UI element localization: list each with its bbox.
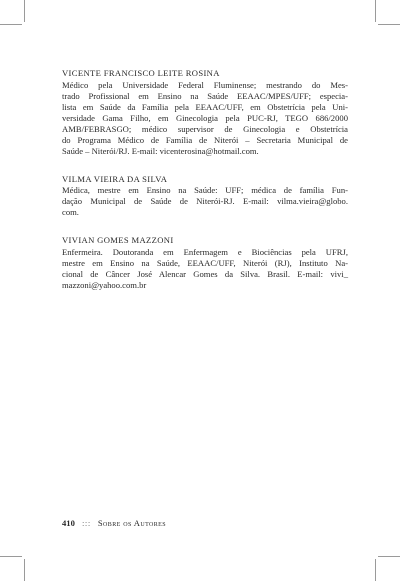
page-number: 410 [62,518,75,528]
author-name: VIVIAN GOMES MAZZONI [62,235,174,245]
bio-line: Enfermeira. Doutoranda em Enfermagem e Biociências pela UFRJ, [62,246,348,257]
bio-line: Saúde – Niterói/RJ. E-mail: vicenterosina@hotmail.com. [62,145,259,156]
author-entry [62,174,348,219]
bio-line: lista em Saúde da Família pela EEAAC/UFF, em Obstetrícia pela Uni- [62,101,348,112]
crop-mark-bottom-right-h [378,556,400,557]
crop-mark-top-right-h [378,24,400,25]
crop-mark-bottom-left-h [0,556,22,557]
bio-line: dação Municipal de Saúde de Niterói-RJ. E-mail: vilma.vieira@globo. [62,196,348,206]
author-name: VILMA VIEIRA DA SILVA [62,173,168,184]
author-bios [62,68,348,308]
author-name: VICENTE FRANCISCO LEITE ROSINA [62,68,220,78]
crop-mark-bottom-right [375,559,376,581]
bio-line: versidade Gama Filho, em Ginecologia pela PUC-RJ, TEGO 686/2000 [62,112,348,123]
bio-line: mestre em Ensino na Saúde, EEAAC/UFF, Niterói (RJ), Instituto Na- [62,257,348,268]
page-footer [62,518,166,529]
bio-line: cional de Câncer José Alencar Gomes da Silva. Brasil. E-mail: vivi_ [62,268,348,279]
bio-line: mazzoni@yahoo.com.br [62,279,147,290]
bio-line: trado Profissional em Ensino na Saúde EEAAC/MPES/UFF; especia- [62,90,348,101]
author-entry [62,68,348,157]
bio-line: Médica, mestre em Ensino na Saúde: UFF; médica de família Fun- [62,185,348,195]
crop-mark-top-right [375,0,376,22]
bio-line: AMB/FEBRASGO; médico supervisor de Ginecologia e Obstetrícia [62,123,348,134]
crop-mark-top-left [24,0,25,22]
crop-mark-top-left-h [0,24,22,25]
bio-line: Médico pela Universidade Federal Fluminense; mestrando do Mes- [62,79,348,90]
footer-separator: ::: [82,518,91,528]
section-title: Sobre os Autores [97,518,166,528]
bio-line: do Programa Médico de Família de Niterói – Secretaria Municipal de [62,134,348,145]
crop-mark-bottom-left [24,559,25,581]
bio-line: com. [62,207,79,217]
author-entry [62,235,348,291]
